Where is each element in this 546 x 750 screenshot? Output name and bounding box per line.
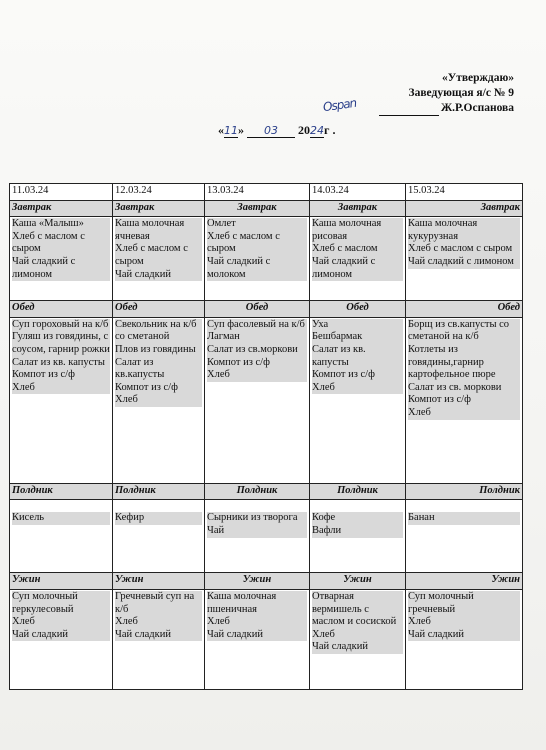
menu-item: Уха [312, 319, 403, 332]
menu-item: Бешбармак [312, 331, 403, 344]
menu-item: Кисель [12, 512, 110, 525]
menu-item: Каша молочная рисовая [312, 218, 403, 243]
menu-item: Чай сладкий с лимоном [408, 256, 520, 269]
menu-item: Суп молочный гречневый [408, 591, 520, 616]
menu-cell [310, 500, 406, 573]
menu-item: Суп фасолевый на к/б [207, 319, 307, 332]
menu-item: Лагман [207, 331, 307, 344]
meal-label: Завтрак [10, 200, 113, 217]
meal-label: Ужин [310, 573, 406, 590]
menu-item: Вафли [312, 525, 403, 538]
menu-cell [205, 317, 310, 483]
menu-item: Чай сладкий с лимоном [12, 256, 110, 281]
meal-label: Обед [10, 301, 113, 318]
menu-cell [10, 589, 113, 689]
approval-title: «Утверждаю» [442, 72, 514, 84]
menu-item: Хлеб с маслом с сыром [207, 231, 307, 256]
date-open-quote: « [218, 123, 224, 137]
menu-cell [10, 217, 113, 301]
meal-label: Ужин [406, 573, 523, 590]
meal-label: Обед [205, 301, 310, 318]
menu-cell [113, 317, 205, 483]
menu-item: Каша молочная кукурузная [408, 218, 520, 243]
menu-item: Салат из кв.капусты [115, 357, 202, 382]
meal-items-row [10, 317, 523, 483]
date-cell: 11.03.24 [10, 184, 113, 201]
menu-item: Каша молочная ячневая [115, 218, 202, 243]
meal-label: Полдник [406, 483, 523, 500]
menu-item: Котлеты из говядины,гарнир картофельное пюре [408, 344, 520, 382]
date-month: 03 [247, 125, 295, 138]
meal-items-row [10, 217, 523, 301]
menu-cell [310, 217, 406, 301]
date-day: 11 [224, 124, 238, 137]
menu-cell [406, 217, 523, 301]
menu-item: Чай [207, 525, 307, 538]
handwritten-signature: Ospan [321, 95, 357, 115]
menu-cell [406, 589, 523, 689]
menu-item: Хлеб [115, 616, 202, 629]
menu-item: Салат из св. моркови [408, 382, 520, 395]
meal-header-row [10, 483, 523, 500]
menu-item: Хлеб [408, 616, 520, 629]
menu-cell [310, 589, 406, 689]
date-cell: 15.03.24 [406, 184, 523, 201]
menu-item: Хлеб [207, 616, 307, 629]
date-year-prefix: 20 [298, 123, 310, 137]
menu-item: Чай сладкий [408, 629, 520, 642]
menu-item: Каша молочная пшеничная [207, 591, 307, 616]
menu-item: Хлеб [12, 616, 110, 629]
menu-item: Сырники из творога [207, 512, 307, 525]
menu-item: Борщ из св.капусты со сметаной на к/б [408, 319, 520, 344]
menu-item: Хлеб с маслом [312, 243, 403, 256]
menu-item: Свекольник на к/б со сметаной [115, 319, 202, 344]
menu-cell [406, 500, 523, 573]
menu-cell [113, 500, 205, 573]
menu-item: Чай сладкий с молоком [207, 256, 307, 281]
meal-label: Полдник [10, 483, 113, 500]
menu-item: Гуляш из говядины, с соусом, гарнир рожки [12, 331, 110, 355]
menu-item: Чай сладкий [312, 641, 403, 654]
approval-block [314, 71, 514, 116]
menu-item: Компот из с/ф [312, 369, 403, 382]
menu-cell [113, 589, 205, 689]
meal-label: Завтрак [113, 200, 205, 217]
menu-item: Хлеб [312, 382, 403, 395]
approval-date [218, 123, 335, 138]
date-cell: 12.03.24 [113, 184, 205, 201]
menu-cell [113, 217, 205, 301]
approval-name: Ж.Р.Оспанова [440, 102, 514, 114]
menu-table [9, 183, 523, 690]
menu-item: Компот из с/ф [207, 357, 307, 370]
menu-item: Банан [408, 512, 520, 525]
menu-cell [10, 500, 113, 573]
meal-label: Полдник [205, 483, 310, 500]
date-close-quote: » [238, 123, 244, 137]
menu-item: Чай сладкий [115, 269, 202, 282]
menu-item: Гречневый суп на к/б [115, 591, 202, 616]
approval-position: Заведующая я/с № 9 [408, 87, 514, 99]
date-year-end: г . [324, 123, 336, 137]
menu-item: Компот из с/ф [408, 394, 520, 407]
menu-item: Компот из с/ф [115, 382, 202, 395]
menu-item: Салат из св.моркови [207, 344, 307, 357]
menu-item: Салат из кв. капусты [312, 344, 403, 369]
menu-item: Чай сладкий [207, 629, 307, 642]
menu-cell [205, 217, 310, 301]
date-cell: 13.03.24 [205, 184, 310, 201]
menu-item: Хлеб [115, 394, 202, 407]
meal-items-row [10, 589, 523, 689]
menu-item: Плов из говядины [115, 344, 202, 357]
meal-label: Обед [310, 301, 406, 318]
menu-item: Хлеб [312, 629, 403, 642]
menu-cell [310, 317, 406, 483]
meal-label: Обед [406, 301, 523, 318]
meal-label: Завтрак [406, 200, 523, 217]
menu-cell [205, 500, 310, 573]
meal-label: Ужин [10, 573, 113, 590]
menu-item: Чай сладкий с лимоном [312, 256, 403, 281]
menu-item: Компот из с/ф [12, 369, 110, 382]
menu-item: Отварная вермишель с маслом и сосиской [312, 591, 403, 629]
meal-header-row [10, 573, 523, 590]
menu-item: Каша «Малыш» [12, 218, 110, 231]
menu-cell [406, 317, 523, 483]
menu-item: Чай сладкий [12, 629, 110, 642]
meal-header-row [10, 200, 523, 217]
menu-item: Кефир [115, 512, 202, 525]
menu-cell [10, 317, 113, 483]
date-year-suffix: 24 [310, 124, 324, 137]
menu-item: Хлеб [12, 382, 110, 395]
menu-item: Салат из кв. капусты [12, 357, 110, 370]
meal-label: Завтрак [310, 200, 406, 217]
meal-label: Ужин [205, 573, 310, 590]
menu-item: Хлеб [408, 407, 520, 420]
menu-item: Хлеб [207, 369, 307, 382]
menu-cell [205, 589, 310, 689]
meal-label: Обед [113, 301, 205, 318]
meal-label: Ужин [113, 573, 205, 590]
menu-item: Омлет [207, 218, 307, 231]
approval-name-line [314, 95, 514, 116]
meal-header-row [10, 301, 523, 318]
signature-area [321, 95, 441, 116]
meal-label: Полдник [113, 483, 205, 500]
menu-item: Хлеб с маслом с сыром [12, 231, 110, 256]
menu-item: Суп молочный геркулесовый [12, 591, 110, 616]
menu-item: Суп гороховый на к/б [12, 318, 109, 330]
meal-label: Полдник [310, 483, 406, 500]
date-cell: 14.03.24 [310, 184, 406, 201]
menu-item: Хлеб с маслом с сыром [408, 243, 520, 256]
meal-items-row [10, 500, 523, 573]
dates-row [10, 184, 523, 201]
menu-item: Хлеб с маслом с сыром [115, 243, 202, 268]
menu-item: Чай сладкий [115, 629, 202, 642]
menu-item: Кофе [312, 512, 403, 525]
meal-label: Завтрак [205, 200, 310, 217]
